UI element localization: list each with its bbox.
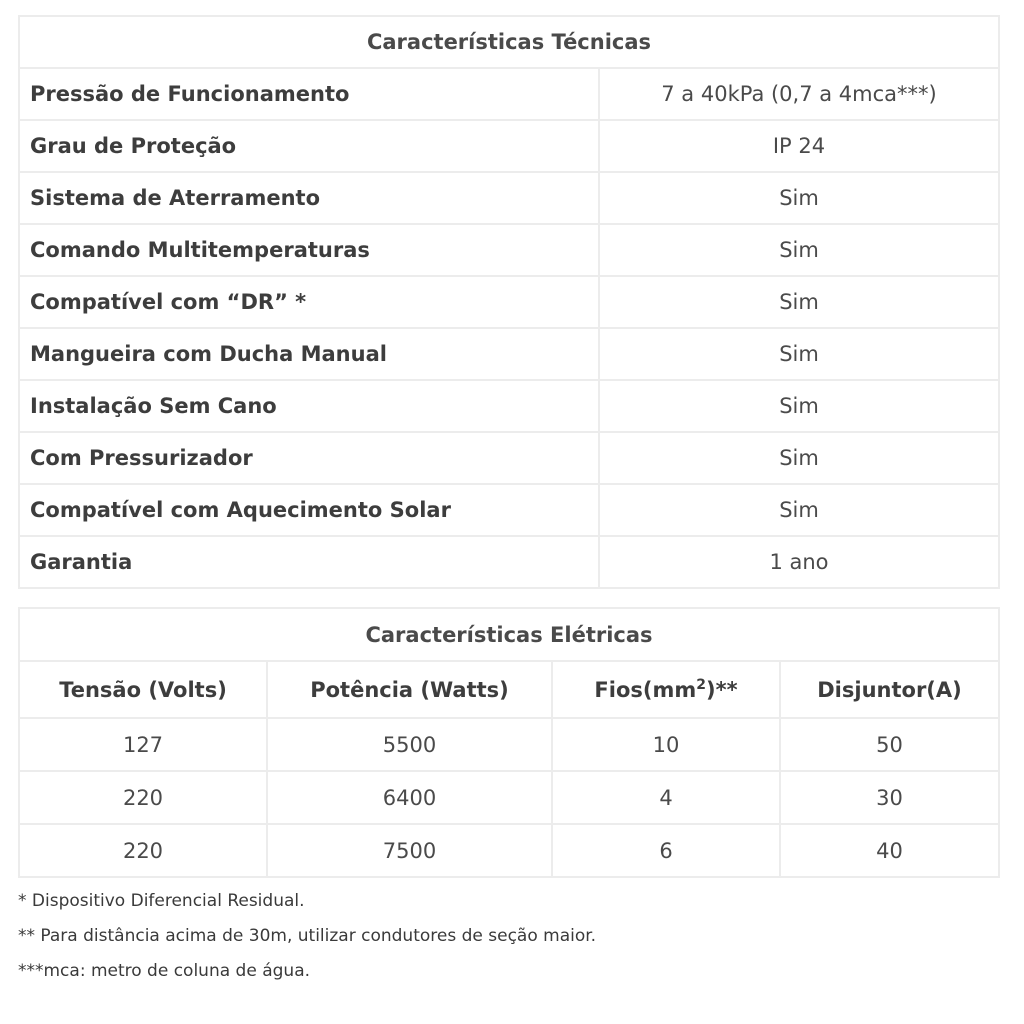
row-value: Sim [599,328,999,380]
footnotes [18,884,998,989]
power-cell: 7500 [267,824,552,877]
technical-characteristics-table [18,15,1000,589]
row-value: 1 ano [599,536,999,588]
wires-header-prefix: Fios(mm [594,678,697,702]
table-row [19,276,999,328]
breaker-cell: 30 [780,771,999,824]
row-value: Sim [599,224,999,276]
row-value: Sim [599,432,999,484]
row-label: Mangueira com Ducha Manual [19,328,599,380]
footnote: * Dispositivo Diferencial Residual. [18,891,305,911]
table-row [19,718,999,771]
row-label: Compatível com Aquecimento Solar [19,484,599,536]
power-cell: 6400 [267,771,552,824]
power-cell: 5500 [267,718,552,771]
wires-header-suffix: )** [706,678,738,702]
row-value: Sim [599,380,999,432]
row-value: Sim [599,172,999,224]
row-label: Garantia [19,536,599,588]
table-row [19,224,999,276]
row-label: Instalação Sem Cano [19,380,599,432]
row-value: 7 a 40kPa (0,7 a 4mca***) [599,68,999,120]
electrical-table-title: Características Elétricas [19,608,999,661]
column-header-wires [552,661,780,718]
wires-cell: 6 [552,824,780,877]
breaker-cell: 50 [780,718,999,771]
column-header-voltage: Tensão (Volts) [19,661,267,718]
table-row [19,120,999,172]
column-header-power: Potência (Watts) [267,661,552,718]
voltage-cell: 220 [19,824,267,877]
row-value: Sim [599,484,999,536]
row-value: Sim [599,276,999,328]
wires-cell: 4 [552,771,780,824]
spec-sheet [18,15,998,989]
breaker-cell: 40 [780,824,999,877]
row-label: Pressão de Funcionamento [19,68,599,120]
electrical-characteristics-table [18,607,1000,878]
voltage-cell: 220 [19,771,267,824]
table-row [19,824,999,877]
technical-table-title: Características Técnicas [19,16,999,68]
row-value: IP 24 [599,120,999,172]
table-row [19,484,999,536]
column-header-breaker: Disjuntor(A) [780,661,999,718]
table-row [19,432,999,484]
table-row [19,536,999,588]
table-row [19,771,999,824]
table-row [19,328,999,380]
row-label: Compatível com “DR” * [19,276,599,328]
table-row [19,68,999,120]
voltage-cell: 127 [19,718,267,771]
row-label: Comando Multitemperaturas [19,224,599,276]
footnote: ** Para distância acima de 30m, utilizar condutores de seção maior. [18,926,597,946]
wires-header-superscript: 2 [696,677,707,693]
table-row [19,172,999,224]
row-label: Grau de Proteção [19,120,599,172]
row-label: Sistema de Aterramento [19,172,599,224]
footnote: ***mca: metro de coluna de água. [18,961,311,981]
wires-cell: 10 [552,718,780,771]
table-header-row [19,661,999,718]
row-label: Com Pressurizador [19,432,599,484]
table-row [19,380,999,432]
